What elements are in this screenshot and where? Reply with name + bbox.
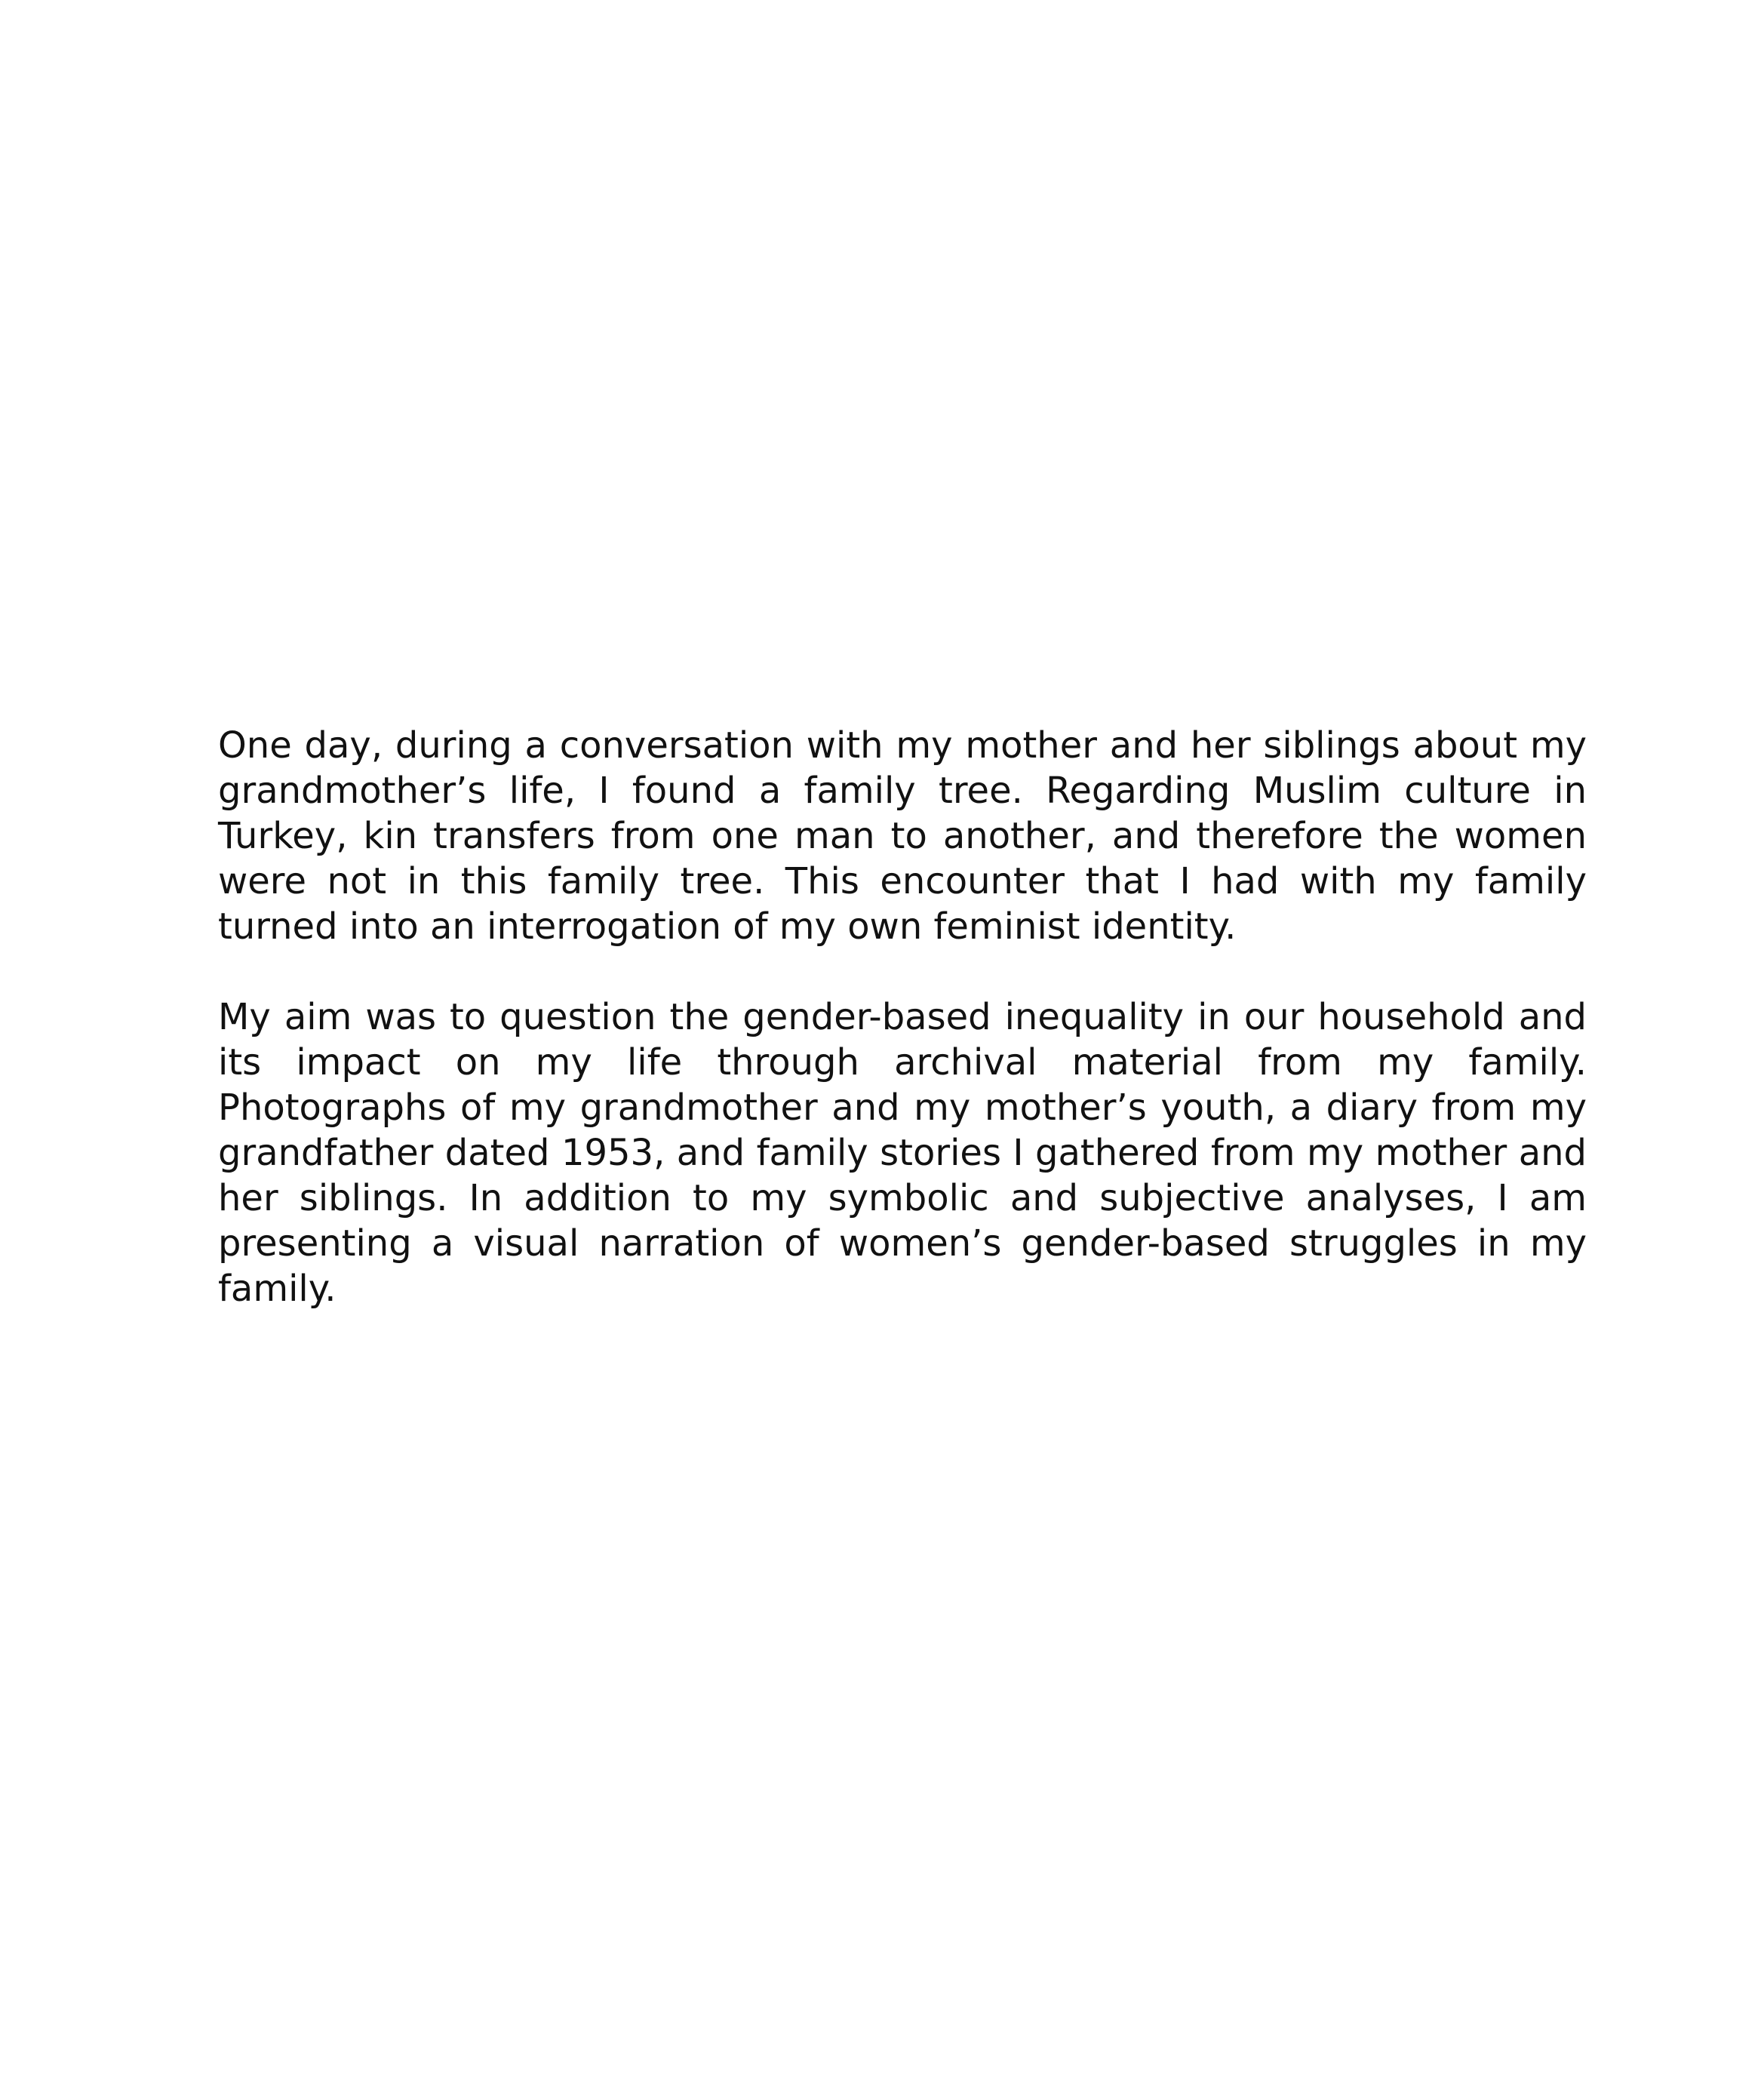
paragraph-family-tree: One day, during a conversation with my mother and her siblings about my grandmother’s life, I found a family tree. Regarding Muslim culture in Turkey, kin transfers from one man to another, and therefore the women were not in this family tree. This encounter that I had with my family turned into an interrogation of my own feminist identity. [218, 724, 1587, 948]
body-text [218, 723, 1587, 1311]
paragraph-project-aim: My aim was to question the gender-based inequality in our household and its impact on my life through archival material from my family. Photographs of my grandmother and my mother’s youth, a diary from my grandfather dated 1953, and family stories I gathered from my mother and her siblings. In addition to my symbolic and subjective analyses, I am presenting a visual narration of women’s gender-based struggles in my family. [218, 996, 1587, 1310]
